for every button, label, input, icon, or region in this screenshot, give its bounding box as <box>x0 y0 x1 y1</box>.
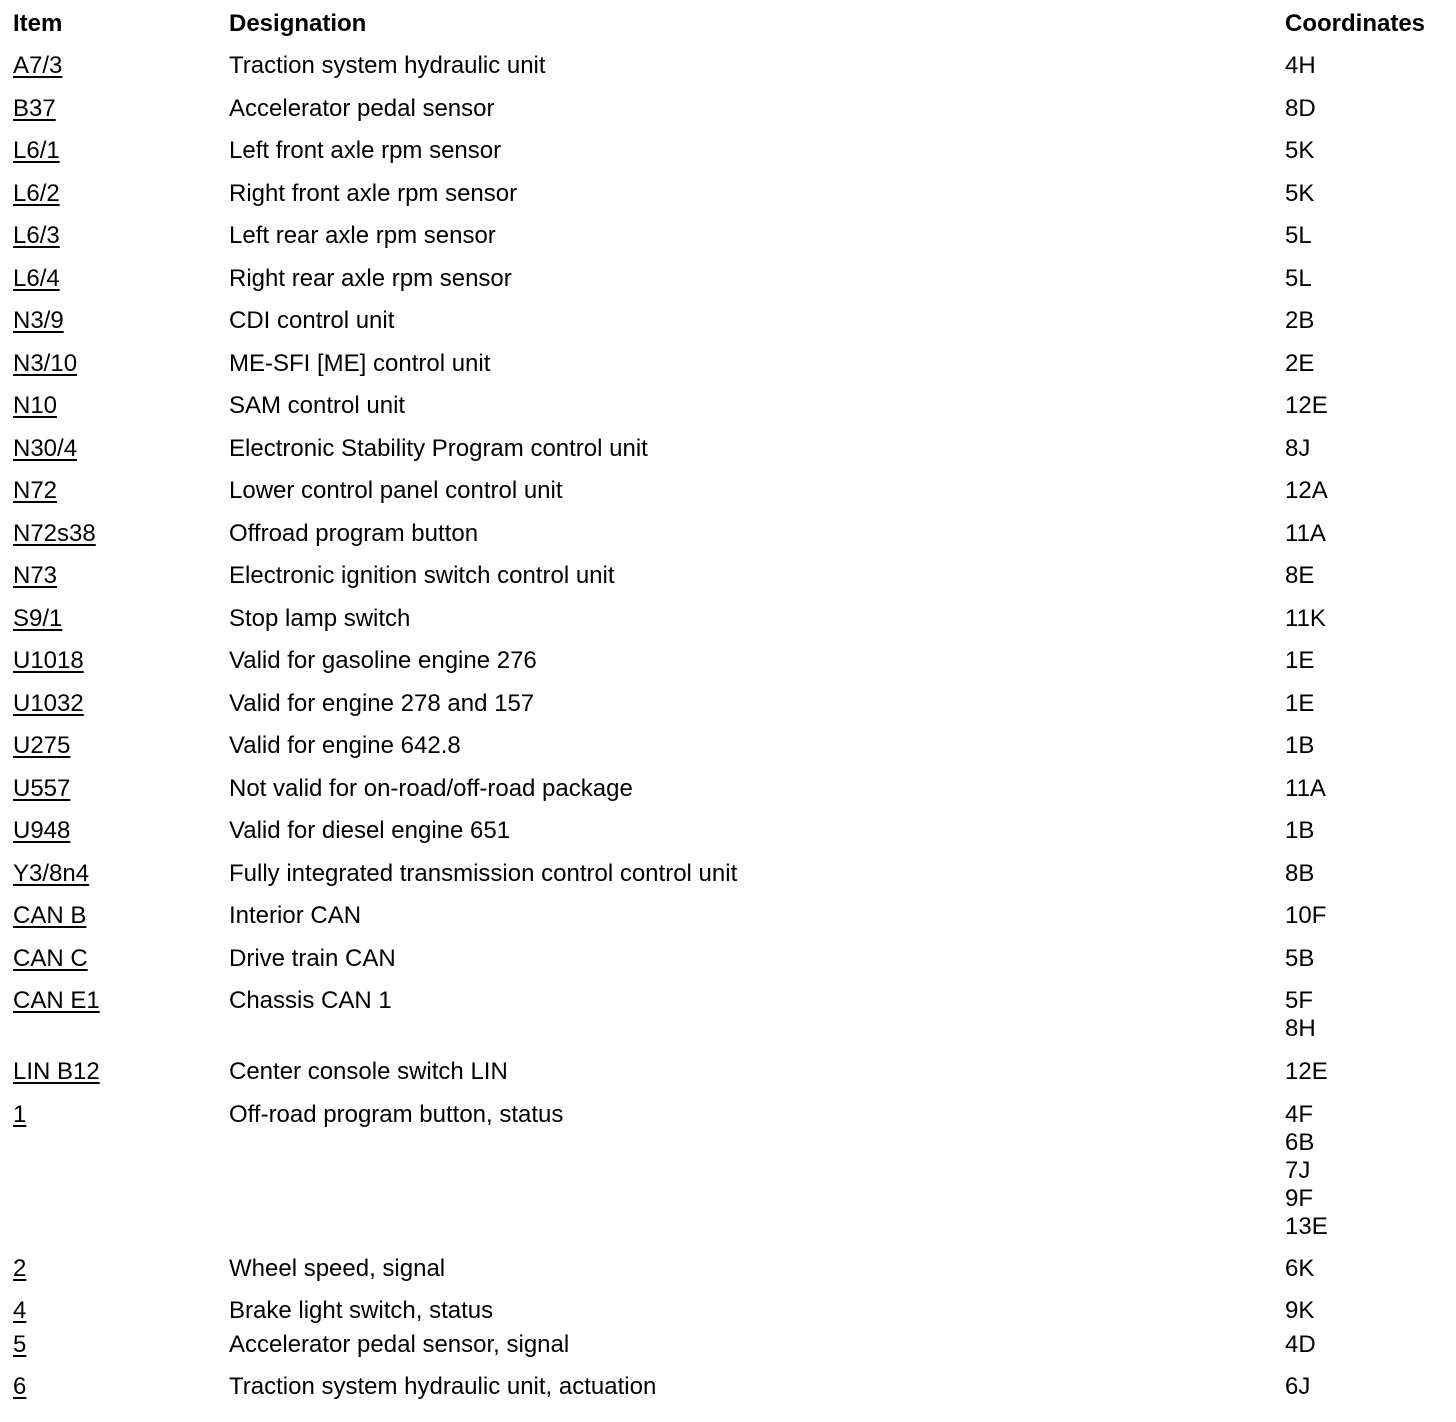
item-link[interactable]: U557 <box>13 775 71 802</box>
coordinate-value: 6B <box>1285 1129 1315 1156</box>
coordinates-cell <box>1285 1101 1328 1241</box>
coordinate-value: 12E <box>1285 392 1328 419</box>
coordinates-cell <box>1285 1373 1310 1401</box>
item-link[interactable]: LIN B12 <box>13 1058 100 1085</box>
item-link[interactable]: CAN B <box>13 902 87 929</box>
coordinate-value: 6J <box>1285 1373 1311 1400</box>
designation-text: Right rear axle rpm sensor <box>229 265 512 292</box>
item-link[interactable]: U275 <box>13 732 71 759</box>
coordinates-cell <box>1285 987 1316 1043</box>
designation-text: Brake light switch, status <box>229 1297 494 1324</box>
coordinates-cell <box>1285 350 1314 378</box>
coordinate-value: 4F <box>1285 1101 1314 1128</box>
coordinates-cell <box>1285 562 1314 590</box>
designation-text: Off-road program button, status <box>229 1101 564 1128</box>
coordinate-value: 5F <box>1285 987 1314 1014</box>
designation-text: Drive train CAN <box>229 945 396 972</box>
item-link[interactable]: N3/9 <box>13 307 64 334</box>
coordinate-value: 2E <box>1285 350 1315 377</box>
coordinates-cell <box>1285 1058 1328 1086</box>
coordinate-value: 4D <box>1285 1331 1316 1358</box>
coordinates-cell <box>1285 52 1316 80</box>
item-link[interactable]: N10 <box>13 392 58 419</box>
designation-text: Valid for gasoline engine 276 <box>229 647 537 674</box>
coordinates-cell <box>1285 732 1314 760</box>
coordinate-value: 7J <box>1285 1157 1311 1184</box>
item-link[interactable]: N72s38 <box>13 520 96 547</box>
item-link[interactable]: N72 <box>13 477 58 504</box>
coordinate-value: 8D <box>1285 95 1316 122</box>
coordinates-cell <box>1285 137 1314 165</box>
coordinates-cell <box>1285 1331 1316 1359</box>
coordinate-value: 9F <box>1285 1185 1314 1212</box>
designation-text: Chassis CAN 1 <box>229 987 392 1014</box>
item-link[interactable]: 6 <box>13 1373 27 1400</box>
coordinate-value: 8H <box>1285 1015 1316 1042</box>
coordinates-cell <box>1285 95 1316 123</box>
coordinate-value: 5B <box>1285 945 1315 972</box>
item-link[interactable]: U1032 <box>13 690 84 717</box>
designation-text: Lower control panel control unit <box>229 477 563 504</box>
coordinates-cell <box>1285 605 1326 633</box>
item-link[interactable]: B37 <box>13 95 56 122</box>
designation-text: Accelerator pedal sensor, signal <box>229 1331 570 1358</box>
coordinate-value: 12E <box>1285 1058 1328 1085</box>
header-designation: Designation <box>229 10 367 37</box>
designation-text: Electronic Stability Program control unit <box>229 435 648 462</box>
coordinate-value: 2B <box>1285 307 1315 334</box>
coordinates-cell <box>1285 860 1314 888</box>
coordinate-value: 1E <box>1285 690 1315 717</box>
designation-text: Not valid for on-road/off-road package <box>229 775 633 802</box>
designation-text: Traction system hydraulic unit <box>229 52 546 79</box>
coordinate-value: 8E <box>1285 562 1315 589</box>
designation-text: Wheel speed, signal <box>229 1255 446 1282</box>
item-link[interactable]: N30/4 <box>13 435 78 462</box>
designation-text: Left front axle rpm sensor <box>229 137 502 164</box>
designation-text: Right front axle rpm sensor <box>229 180 518 207</box>
coordinate-value: 8B <box>1285 860 1315 887</box>
table-header <box>0 10 1456 40</box>
designation-text: Interior CAN <box>229 902 362 929</box>
coordinate-value: 5L <box>1285 222 1312 249</box>
coordinate-value: 11K <box>1285 605 1326 632</box>
item-link[interactable]: L6/3 <box>13 222 60 249</box>
designation-text: Valid for diesel engine 651 <box>229 817 511 844</box>
item-link[interactable]: U948 <box>13 817 71 844</box>
coordinate-value: 9K <box>1285 1297 1315 1324</box>
item-link[interactable]: L6/1 <box>13 137 60 164</box>
designation-text: Valid for engine 278 and 157 <box>229 690 535 717</box>
item-link[interactable]: 2 <box>13 1255 27 1282</box>
coordinates-cell <box>1285 775 1326 803</box>
designation-text: SAM control unit <box>229 392 406 419</box>
designation-text: Offroad program button <box>229 520 479 547</box>
coordinates-cell <box>1285 1255 1314 1283</box>
item-link[interactable]: CAN E1 <box>13 987 100 1014</box>
coordinates-cell <box>1285 520 1326 548</box>
designation-text: Left rear axle rpm sensor <box>229 222 496 249</box>
item-link[interactable]: L6/4 <box>13 265 60 292</box>
coordinate-value: 13E <box>1285 1213 1328 1240</box>
designation-text: Accelerator pedal sensor <box>229 95 495 122</box>
coordinate-value: 6K <box>1285 1255 1315 1282</box>
coordinates-cell <box>1285 392 1328 420</box>
item-link[interactable]: L6/2 <box>13 180 60 207</box>
coordinates-cell <box>1285 307 1314 335</box>
coordinate-value: 4H <box>1285 52 1316 79</box>
coordinate-value: 10F <box>1285 902 1327 929</box>
coordinate-value: 5K <box>1285 137 1315 164</box>
designation-text: Fully integrated transmission control control unit <box>229 860 738 887</box>
item-link[interactable]: CAN C <box>13 945 88 972</box>
designation-text: ME-SFI [ME] control unit <box>229 350 491 377</box>
item-link[interactable]: U1018 <box>13 647 84 674</box>
item-link[interactable]: S9/1 <box>13 605 63 632</box>
coordinates-cell <box>1285 902 1326 930</box>
coordinates-cell <box>1285 435 1310 463</box>
coordinates-cell <box>1285 477 1328 505</box>
coordinate-value: 5K <box>1285 180 1315 207</box>
designation-text: CDI control unit <box>229 307 395 334</box>
coordinate-value: 1B <box>1285 732 1315 759</box>
coordinate-value: 1E <box>1285 647 1315 674</box>
coordinate-value: 11A <box>1285 775 1326 802</box>
coordinate-value: 12A <box>1285 477 1328 504</box>
coordinates-cell <box>1285 222 1312 250</box>
coordinates-cell <box>1285 690 1314 718</box>
coordinate-value: 5L <box>1285 265 1312 292</box>
coordinates-cell <box>1285 1297 1314 1325</box>
item-link[interactable]: N3/10 <box>13 350 78 377</box>
designation-text: Stop lamp switch <box>229 605 411 632</box>
coordinates-cell <box>1285 265 1312 293</box>
coordinate-value: 8J <box>1285 435 1311 462</box>
coordinates-cell <box>1285 945 1314 973</box>
header-item: Item <box>13 10 63 37</box>
designation-text: Valid for engine 642.8 <box>229 732 461 759</box>
item-link[interactable]: Y3/8n4 <box>13 860 90 887</box>
coordinate-value: 11A <box>1285 520 1326 547</box>
item-link[interactable]: N73 <box>13 562 58 589</box>
designation-text: Electronic ignition switch control unit <box>229 562 615 589</box>
item-link[interactable]: 4 <box>13 1297 27 1324</box>
coordinate-value: 1B <box>1285 817 1315 844</box>
coordinates-cell <box>1285 817 1314 845</box>
designation-text: Traction system hydraulic unit, actuation <box>229 1373 657 1400</box>
header-coordinates: Coordinates <box>1285 10 1426 37</box>
coordinates-cell <box>1285 647 1314 675</box>
item-link[interactable]: 5 <box>13 1331 27 1358</box>
item-link[interactable]: 1 <box>13 1101 27 1128</box>
coordinates-cell <box>1285 180 1314 208</box>
item-link[interactable]: A7/3 <box>13 52 63 79</box>
designation-text: Center console switch LIN <box>229 1058 508 1085</box>
